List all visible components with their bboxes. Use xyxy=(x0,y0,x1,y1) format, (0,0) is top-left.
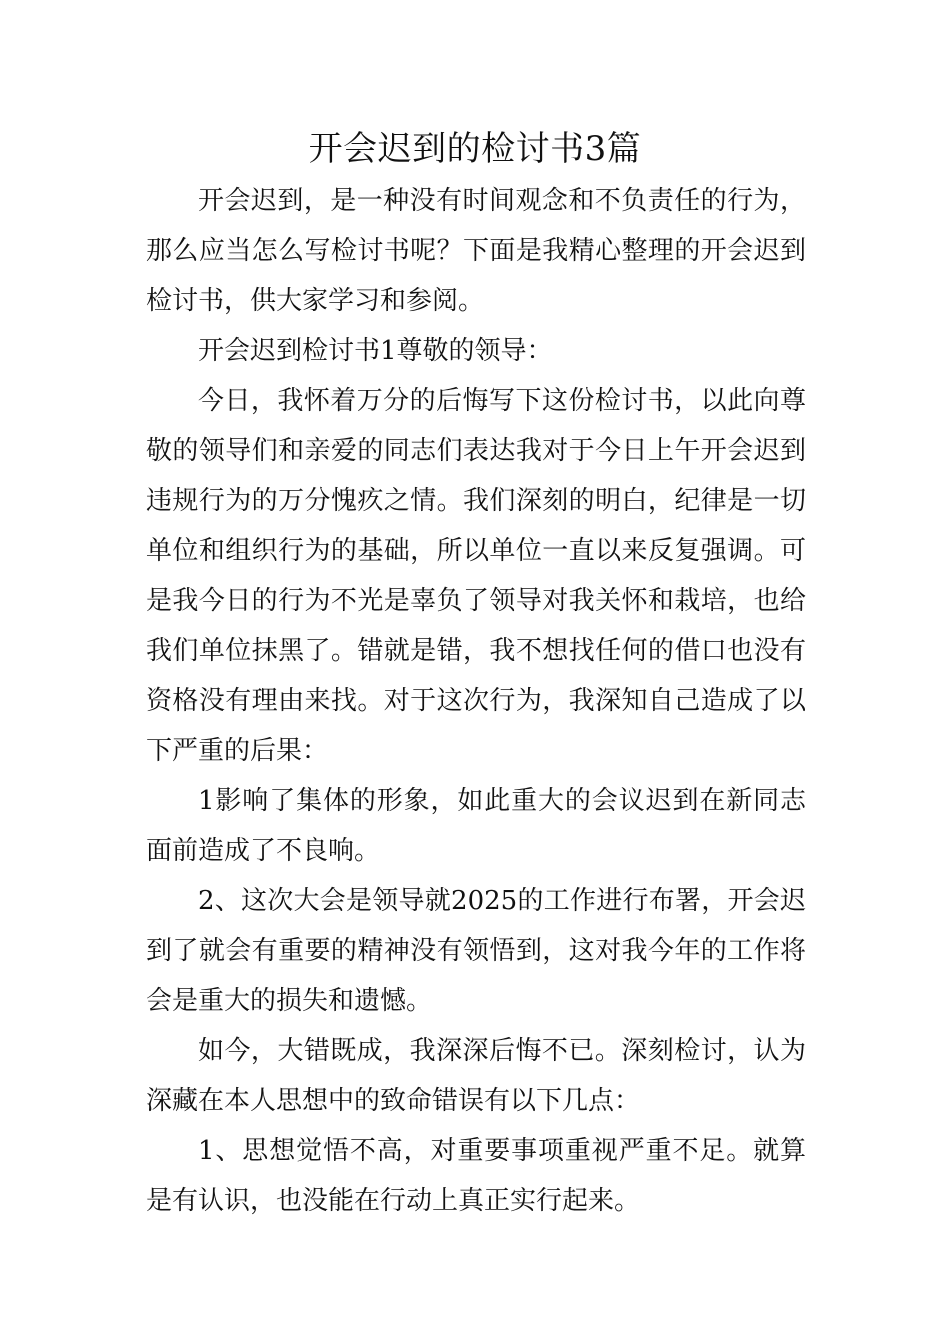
document-body xyxy=(146,176,806,1226)
paragraph-main: 今日，我怀着万分的后悔写下这份检讨书，以此向尊敬的领导们和亲爱的同志们表达我对于今日上午开会迟到违规行为的万分愧疚之情。我们深刻的明白，纪律是一切单位和组织行为的基础，所以单位一直以来反复强调。可是我今日的行为不光是辜负了领导对我关怀和栽培，也给我们单位抹黑了。错就是错，我不想找任何的借口也没有资格没有理由来找。对于这次行为，我深知自己造成了以下严重的后果： xyxy=(146,386,806,766)
paragraph-point-2: 2、这次大会是领导就2025的工作进行布署，开会迟到了就会有重要的精神没有领悟到，这对我今年的工作将会是重大的损失和遗憾。 xyxy=(146,886,806,1016)
paragraph-reason-1: 1、思想觉悟不高，对重要事项重视严重不足。就算是有认识，也没能在行动上真正实行起来。 xyxy=(146,1136,806,1216)
paragraph-intro: 开会迟到，是一种没有时间观念和不负责任的行为，那么应当怎么写检讨书呢？下面是我精心整理的开会迟到检讨书，供大家学习和参阅。 xyxy=(146,186,806,316)
document-title: 开会迟到的检讨书3篇 xyxy=(308,129,642,169)
paragraph-reflection: 如今，大错既成，我深深后悔不已。深刻检讨，认为深藏在本人思想中的致命错误有以下几点： xyxy=(146,1036,806,1116)
paragraph-point-1: 1影响了集体的形象，如此重大的会议迟到在新同志面前造成了不良响。 xyxy=(146,786,806,866)
paragraph-heading-1: 开会迟到检讨书1尊敬的领导： xyxy=(198,336,553,366)
